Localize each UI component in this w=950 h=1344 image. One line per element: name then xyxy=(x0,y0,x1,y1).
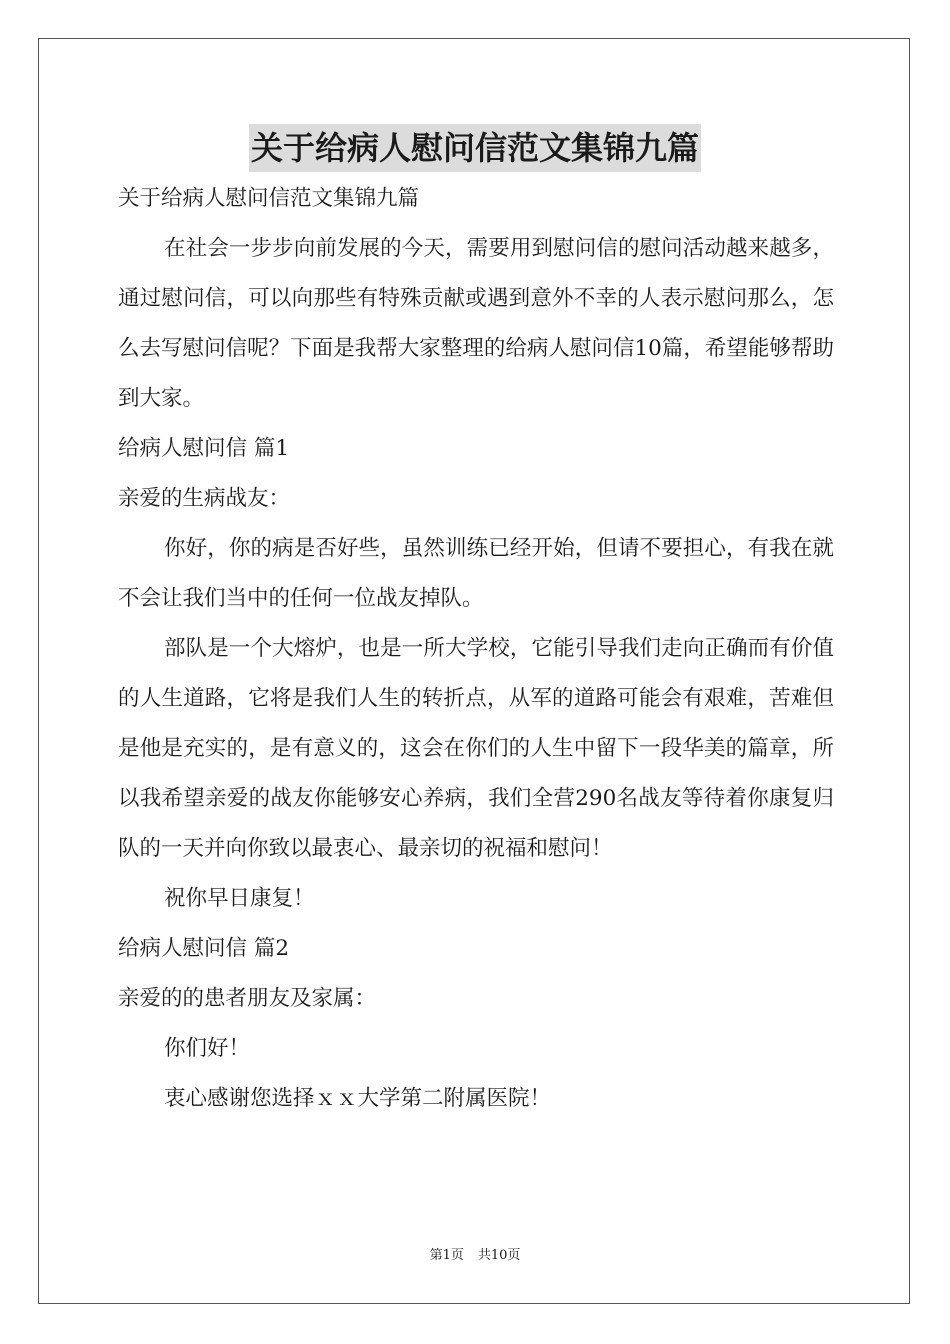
page-number: 第1页 xyxy=(429,1248,464,1263)
paragraph-body-1: 部队是一个大熔炉，也是一所大学校，它能引导我们走向正确而有价值的人生道路，它将是我们人生的转折点，从军的道路可能会有艰难，苦难但是他是充实的，是有意义的，这会在你们的人生中留下一段华美的篇章，所以我希望亲爱的战友你能够安心养病，我们全营290名战友等待着你康复归队的一天并向你致以最衷心、最亲切的祝福和慰问！ xyxy=(118,636,834,861)
title-container xyxy=(0,124,950,172)
greeting-2: 你们好！ xyxy=(164,1036,251,1061)
section-heading-2: 给病人慰问信 篇2 xyxy=(118,936,290,961)
document-body xyxy=(118,174,834,1124)
paragraph-greeting-1: 你好，你的病是否好些，虽然训练已经开始，但请不要担心，有我在就不会让我们当中的任何一位战友掉队。 xyxy=(118,536,834,611)
page-total: 共10页 xyxy=(477,1248,521,1263)
subtitle-line: 关于给病人慰问信范文集锦九篇 xyxy=(118,186,420,211)
salutation-1: 亲爱的生病战友： xyxy=(118,486,291,511)
closing-wish-1: 祝你早日康复！ xyxy=(164,886,315,911)
document-title: 关于给病人慰问信范文集锦九篇 xyxy=(249,124,701,172)
paragraph-body-2: 衷心感谢您选择ｘｘ大学第二附属医院！ xyxy=(164,1086,552,1111)
paragraph-intro: 在社会一步步向前发展的今天，需要用到慰问信的慰问活动越来越多，通过慰问信，可以向那些有特殊贡献或遇到意外不幸的人表示慰问那么，怎么去写慰问信呢？下面是我帮大家整理的给病人慰问信10篇，希望能够帮助到大家。 xyxy=(118,236,834,411)
page-footer xyxy=(0,1246,950,1266)
salutation-2: 亲爱的的患者朋友及家属： xyxy=(118,986,377,1011)
section-heading-1: 给病人慰问信 篇1 xyxy=(118,436,290,461)
